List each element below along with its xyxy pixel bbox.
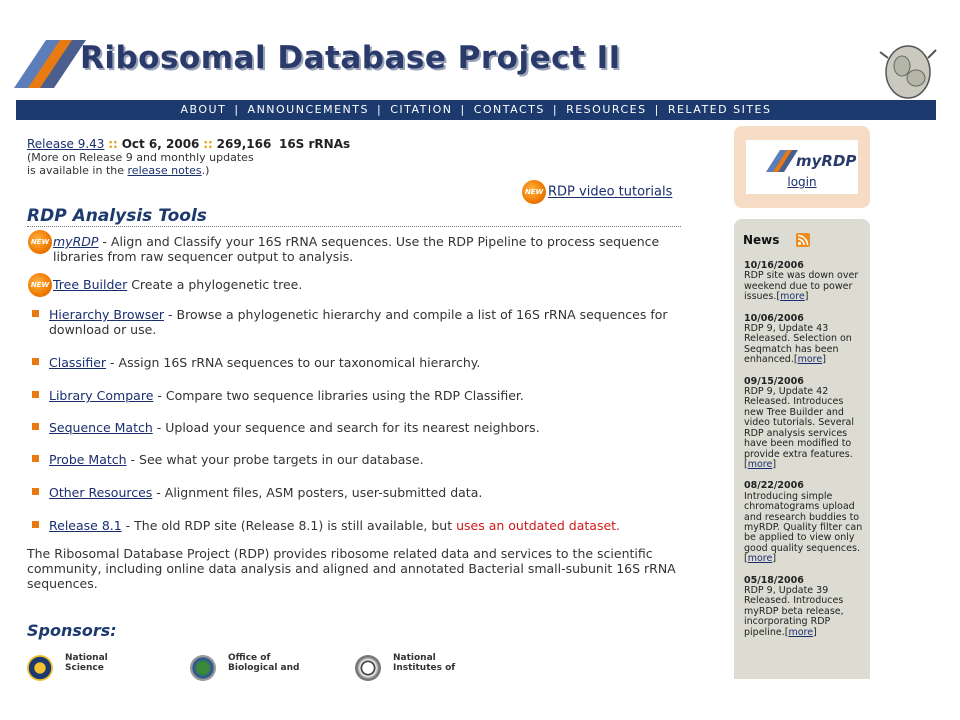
- news-more-link[interactable]: more: [780, 291, 805, 303]
- news-item: 05/18/2006 RDP 9, Update 39 Released. Introduces myRDP beta release, incorporating RDP pipeline.[more]: [744, 576, 864, 638]
- news-item: 10/16/2006 RDP site was down over weekend due to power issues.[more]: [744, 261, 864, 303]
- new-badge-icon: NEW: [522, 180, 546, 204]
- tool-link-probe-match[interactable]: Probe Match: [49, 452, 127, 467]
- news-more-link[interactable]: more: [747, 553, 773, 565]
- nav-related-sites[interactable]: RELATED SITES: [667, 103, 772, 116]
- release-note-end: .): [201, 164, 210, 177]
- sponsor-line: Office of: [228, 653, 271, 663]
- nav-resources[interactable]: RESOURCES: [566, 103, 647, 116]
- sponsors-heading: Sponsors:: [27, 621, 117, 640]
- nav-citation[interactable]: CITATION: [390, 103, 453, 116]
- news-text: Introducing simple chromatograms upload and research buddies to myRDP. Quality filter can be applied to view only good quality sequences.: [744, 490, 863, 554]
- sponsor-line: National: [393, 653, 436, 663]
- video-tutorials-link[interactable]: RDP video tutorials: [548, 184, 673, 200]
- release-notes-link[interactable]: release notes: [127, 164, 202, 177]
- news-item: 09/15/2006 RDP 9, Update 42 Released. Introduces new Tree Builder and video tutorials. Several RDP analysis services have been modified to provide extra features.[more]: [744, 377, 864, 471]
- new-badge-icon: NEW: [28, 230, 52, 254]
- myrdp-logo-icon: [762, 144, 857, 174]
- bullet-icon: [32, 358, 39, 365]
- tool-desc: - Alignment files, ASM posters, user-submitted data.: [152, 485, 483, 500]
- nsf-seal-icon: [27, 655, 53, 681]
- news-list: [744, 261, 864, 649]
- top-navbar: [16, 100, 936, 120]
- release-date: Oct 6, 2006: [121, 137, 200, 151]
- new-badge-icon: NEW: [28, 273, 52, 297]
- bullet-icon: [32, 521, 39, 528]
- bullet-icon: [32, 391, 39, 398]
- tool-link-classifier[interactable]: Classifier: [49, 355, 107, 370]
- rdp-description: The Ribosomal Database Project (RDP) provides ribosome related data and services to the scientific community, including online data analysis and aligned and annotated Bacterial small-subunit 16S rRNA sequences.: [27, 546, 676, 591]
- outdated-dataset-link[interactable]: uses an outdated dataset.: [456, 518, 621, 533]
- tool-link-library-compare[interactable]: Library Compare: [49, 388, 154, 403]
- tool-link-sequence-match[interactable]: Sequence Match: [49, 420, 153, 435]
- tool-link-hierarchy-browser[interactable]: Hierarchy Browser: [49, 307, 165, 322]
- rss-feed-icon[interactable]: [796, 233, 810, 247]
- logo-stripes-icon: [14, 40, 86, 88]
- tool-desc: - Browse a phylogenetic hierarchy and compile a list of 16S rRNA sequences for download or use.: [49, 307, 668, 337]
- tool-link-other-resources[interactable]: Other Resources: [49, 485, 153, 500]
- nav-items: ABOUT | ANNOUNCEMENTS | CITATION | CONTACTS | RESOURCES | RELATED SITES: [180, 103, 772, 116]
- news-text: RDP 9, Update 43 Released. Selection on Seqmatch has been enhanced.: [744, 323, 852, 366]
- news-more-link[interactable]: more: [797, 354, 823, 366]
- release-count: 269,166: [216, 137, 272, 151]
- news-text: RDP 9, Update 42 Released. Introduces new Tree Builder and video tutorials. Several RDP analysis services have been modified to provide extra features.: [744, 386, 854, 460]
- news-text: RDP site was down over weekend due to power issues.: [744, 270, 859, 303]
- tool-desc: - See what your probe targets in our database.: [126, 452, 424, 467]
- news-more-link[interactable]: more: [788, 626, 814, 638]
- news-date: 05/18/2006: [744, 574, 804, 586]
- release-unit: 16S rRNAs: [278, 137, 351, 151]
- news-date: 10/16/2006: [744, 260, 804, 271]
- bullet-icon: [32, 455, 39, 462]
- release-link[interactable]: Release 9.43: [27, 137, 105, 151]
- myrdp-brand-text: myRDP: [796, 152, 857, 170]
- release-info: Release 9.43 :: Oct 6, 2006 :: 269,166 16S rRNAs (More on Release 9 and monthly updates is available in the release notes.): [27, 137, 527, 177]
- login-link[interactable]: login: [787, 175, 817, 189]
- nih-seal-icon: [355, 655, 381, 681]
- sponsor-line: National: [65, 653, 108, 663]
- tool-desc: - Compare two sequence libraries using the RDP Classifier.: [153, 388, 524, 403]
- news-more-link[interactable]: more: [747, 458, 773, 470]
- news-item: 08/22/2006 Introducing simple chromatograms upload and research buddies to myRDP. Quality filter can be applied to view only good quality sequences.[more]: [744, 480, 863, 565]
- sponsor-line: Biological and: [228, 663, 300, 673]
- tools-divider: [27, 226, 681, 227]
- tool-desc: - Assign 16S rRNA sequences to our taxonomical hierarchy.: [106, 355, 481, 370]
- rdp-logo[interactable]: [14, 38, 644, 90]
- news-panel: [734, 219, 870, 679]
- tool-link-release-81[interactable]: Release 8.1: [49, 518, 122, 533]
- tool-link-myrdp[interactable]: myRDP: [53, 234, 99, 249]
- tool-link-tree-builder[interactable]: Tree Builder: [53, 277, 128, 292]
- news-item: 10/06/2006 RDP 9, Update 43 Released. Selection on Seqmatch has been enhanced.[more]: [744, 314, 864, 366]
- login-panel: [734, 126, 870, 208]
- tool-desc: - Align and Classify your 16S rRNA sequences. Use the RDP Pipeline to process sequence libraries from raw sequencer output to analysis.: [53, 234, 660, 264]
- release-note-line: (More on Release 9 and monthly updates: [27, 151, 254, 164]
- sponsor-line: Institutes of: [393, 663, 456, 673]
- tools-heading: RDP Analysis Tools: [27, 206, 207, 226]
- bullet-icon: [32, 423, 39, 430]
- news-date: 10/06/2006: [744, 312, 804, 324]
- tool-desc: - The old RDP site (Release 8.1) is still available, but: [121, 518, 457, 533]
- bullet-icon: [32, 488, 39, 495]
- bullet-icon: [32, 310, 39, 317]
- tool-desc: - Upload your sequence and search for its nearest neighbors.: [152, 420, 540, 435]
- news-date: 09/15/2006: [744, 375, 804, 387]
- nav-contacts[interactable]: CONTACTS: [473, 103, 545, 116]
- myrdp-login-button[interactable]: [746, 140, 858, 194]
- video-tutorials[interactable]: [522, 180, 672, 204]
- nav-about[interactable]: ABOUT: [180, 103, 227, 116]
- nav-announcements[interactable]: ANNOUNCEMENTS: [247, 103, 369, 116]
- news-heading: News: [743, 233, 780, 247]
- sponsor-line: Science: [65, 663, 104, 673]
- doe-seal-icon: [190, 655, 216, 681]
- tool-desc: Create a phylogenetic tree.: [127, 277, 303, 292]
- news-date: 08/22/2006: [744, 480, 804, 492]
- release-note-text: is available in the: [27, 164, 128, 177]
- news-text: RDP 9, Update 39 Released. Introduces myRDP beta release, incorporating RDP pipeline.: [744, 584, 844, 638]
- mascot-icon: [876, 38, 940, 102]
- logo-title: Ribosomal Database Project II: [80, 40, 621, 76]
